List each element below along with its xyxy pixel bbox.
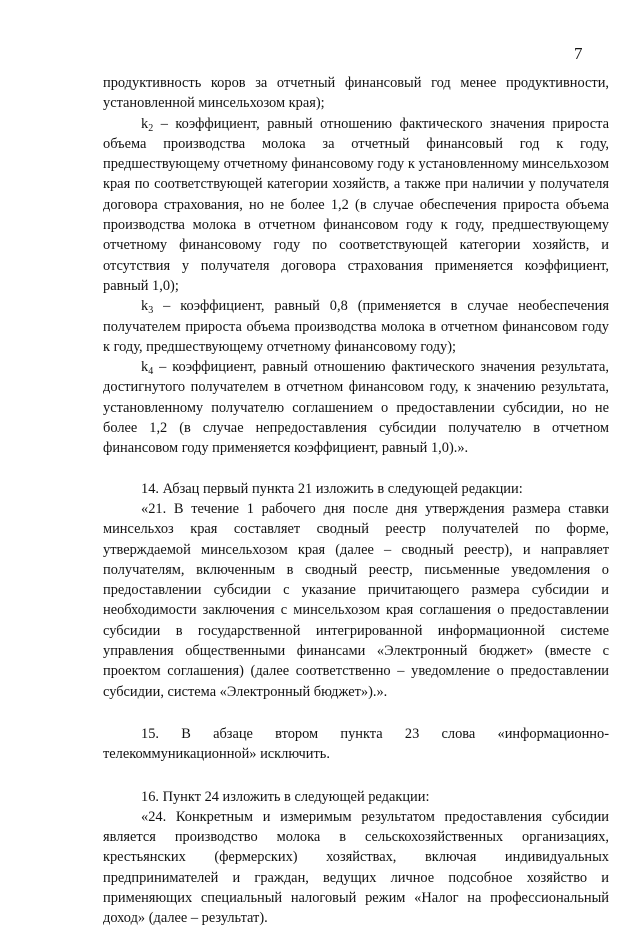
- paragraph-item-16: 16. Пункт 24 изложить в следующей редакции:: [141, 788, 430, 805]
- coefficient-symbol: k: [141, 359, 149, 376]
- paragraph-k2: [103, 114, 609, 297]
- coefficient-definition: – коэффициент, равный отношению фактического значения прироста объема производства молока за отчетный финансовый год к году, предшествующему отчетному финансовому году к установленному минсельхозом края по соответствующей категории хозяйств, а также при наличии у получателя договора страхования, но не более 1,2 (в случае обеспечения прироста объема производства молока в отчетном финансовом году к году, предшествующему отчетному финансовому году по соответствующей категории хозяйств, и отсутствия у получателя договора страхования применяется коэффициент, равный 1,0);: [103, 115, 609, 294]
- coefficient-definition: – коэффициент, равный 0,8 (применяется в случае необеспечения получателем прироста объема производства молока в отчетном финансовом году к году, предшествующему отчетному финансовому году);: [103, 298, 609, 355]
- coefficient-definition: – коэффициент, равный отношению фактического значения результата, достигнутого получателем в отчетном финансовом году, к значению результата, установленному получателю соглашением о предоставлении субсидии, но не более 1,2 (в случае непредоставления субсидии получателю в отчетном финансовом году применяется коэффициент, равный 1,0).».: [103, 359, 609, 457]
- paragraph-k4: [103, 357, 609, 458]
- paragraph-point-21: «21. В течение 1 рабочего дня после дня утверждения размера ставки минсельхоз края составляет сводный реестр получателей по форме, утверждаемой минсельхозом края (далее – сводный реестр), и направляет получателям, включенным в сводный реестр, письменные уведомления о предоставлении субсидии с указание причитающего размера субсидии и необходимости заключения с минсельхозом края соглашения о предоставлении субсидии в государственной интегрированной информационной системе управления общественными финансами «Электронный бюджет» (вместе с проектом соглашения) (далее соответственно – уведомление о предоставлении субсидии, система «Электронный бюджет»).».: [103, 500, 609, 700]
- coefficient-subscript: 2: [148, 122, 154, 134]
- page-number: 7: [574, 44, 583, 63]
- coefficient-subscript: 4: [148, 366, 154, 378]
- paragraph-point-24: «24. Конкретным и измеримым результатом предоставления субсидии является производство молока в сельскохозяйственных организациях, крестьянских (фермерских) хозяйствах, включая индивидуальных предпринимателей и граждан, ведущих личное подсобное хозяйство и применяющих специальный налоговый режим «Налог на профессиональный доход» (далее – результат).: [103, 808, 609, 927]
- document-body: [103, 73, 609, 929]
- paragraph-continuation: продуктивность коров за отчетный финансовый год менее продуктивности, установленной минсельхозом края);: [103, 75, 609, 112]
- paragraph-item-14: 14. Абзац первый пункта 21 изложить в следующей редакции:: [141, 480, 523, 497]
- paragraph-k3: [103, 296, 609, 357]
- coefficient-symbol: k: [141, 115, 149, 132]
- paragraph-item-15: 15. В абзаце втором пункта 23 слова «информационно-телекоммуникационной» исключить.: [103, 725, 609, 763]
- coefficient-subscript: 3: [148, 305, 154, 317]
- coefficient-symbol: k: [141, 298, 149, 315]
